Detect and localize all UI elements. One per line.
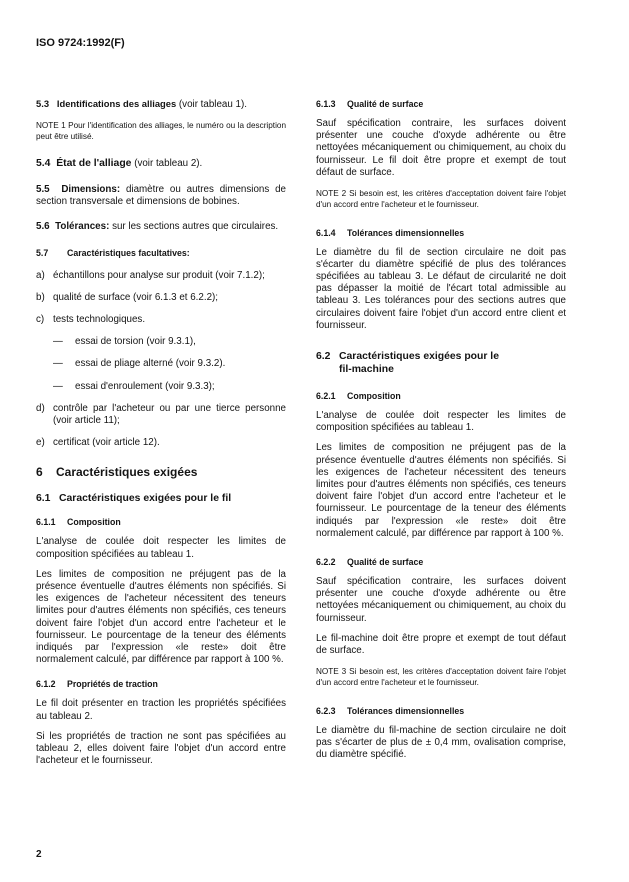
list-item-b: b) qualité de surface (voir 6.1.3 et 6.2.2); xyxy=(36,291,219,303)
paragraph-6-2-2-a: Sauf spécification contraire, les surfaces doivent présenter une couche d'oxyde adhérente ou être nettoyées mécaniquement ou chimiquement, au choix du fournisseur. xyxy=(316,576,566,624)
left-column xyxy=(36,98,286,767)
note-1: NOTE 1 Pour l'identification des alliages, le numéro ou la description peut être utilisé. xyxy=(36,121,286,141)
paragraph-6-1-3: Sauf spécification contraire, les surfaces doivent présenter une couche d'oxyde adhérente ou être nettoyées mécaniquement ou chimiquement, au choix du fournisseur. Le fil doit être propre et exempt de tout défaut de surface. xyxy=(316,118,566,178)
section-6-1-heading: 6.1 Caractéristiques exigées pour le fil xyxy=(36,493,232,505)
section-5-7-heading: 5.7 Caractéristiques facultatives: xyxy=(36,247,190,258)
list-subitem-torsion: — essai de torsion (voir 9.3.1), xyxy=(53,336,196,348)
section-5-3: 5.3 Identifications des alliages (voir tableau 1). xyxy=(36,98,247,110)
paragraph-6-2-3: Le diamètre du fil-machine de section circulaire ne doit pas s'écarter de plus de ± 0,4 mm, ovalisation comprise, du diamètre spécifié. xyxy=(316,724,566,761)
list-subitem-enroulement: — essai d'enroulement (voir 9.3.3); xyxy=(53,380,215,392)
list-subitem-pliage: — essai de pliage alterné (voir 9.3.2). xyxy=(53,358,226,370)
section-6-2-1-heading: 6.2.1 Composition xyxy=(316,391,401,402)
section-6-1-2-heading: 6.1.2 Propriétés de traction xyxy=(36,679,158,690)
list-item-c: c) tests technologiques. xyxy=(36,314,146,326)
paragraph-6-1-1-b: Les limites de composition ne préjugent pas de la présence éventuelle d'autres éléments non spécifiés. Si les exigences de l'acheteur nécessitent des teneurs limites pour d'autres éléments non spécifiés, ces teneurs doivent faire l'objet d'un accord entre l'acheteur et le fournisseur. Le pourcentage de la teneur des éléments indiqués par l'expression «le reste» doit être normalement calculé, par différence par rapport à 100 %. xyxy=(36,568,286,666)
paragraph-6-1-4: Le diamètre du fil de section circulaire ne doit pas s'écarter du diamètre spécifié de plus des tolérances spécifiées au tableau 3. Le défaut de circularité ne doit pas dépasser la moitié de l'écart total admissible au tableau 3. Les tolérances pour des sections autres que circulaires doivent faire l'objet d'un accord entre client et fournisseur. xyxy=(316,246,566,331)
list-item-a: a) échantillons pour analyse sur produit (voir 7.1.2); xyxy=(36,269,265,281)
paragraph-6-2-2-b: Le fil-machine doit être propre et exempt de tout défaut de surface. xyxy=(316,632,566,657)
list-item-e: e) certificat (voir article 12). xyxy=(36,437,160,449)
paragraph-6-2-1-a: L'analyse de coulée doit respecter les limites de composition spécifiées au tableau 1. xyxy=(316,410,566,434)
note-3: NOTE 3 Si besoin est, les critères d'acceptation doivent faire l'objet d'un accord entre l'acheteur et le fournisseur. xyxy=(316,667,566,688)
page-header: ISO 9724:1992(F) xyxy=(36,37,125,49)
note-2: NOTE 2 Si besoin est, les critères d'acceptation doivent faire l'objet d'un accord entre l'acheteur et le fournisseur. xyxy=(316,189,566,209)
section-5-6: 5.6 Tolérances: sur les sections autres que circulaires. xyxy=(36,221,279,233)
paragraph-6-1-2-a: Le fil doit présenter en traction les propriétés spécifiées au tableau 2. xyxy=(36,698,286,722)
section-6-1-4-heading: 6.1.4 Tolérances dimensionnelles xyxy=(316,227,465,238)
paragraph-6-2-1-b: Les limites de composition ne préjugent pas de la présence éventuelle d'autres éléments non spécifiés. Si les exigences de l'acheteur nécessitent des teneurs limites pour d'autres éléments non spécifiés, ces teneurs doivent faire l'objet d'un accord entre l'acheteur et le fournisseur. Le pourcentage de la teneur des éléments indiqués par l'expression «le reste» doit être normalement calculé, par différence par rapport à 100 %. xyxy=(316,442,566,539)
section-6-1-1-heading: 6.1.1 Composition xyxy=(36,517,121,528)
section-5-5: 5.5 Dimensions: diamètre ou autres dimensions de section transversale et dimensions de bobines. xyxy=(36,184,286,208)
right-column xyxy=(316,98,566,761)
section-6-heading: 6 Caractéristiques exigées xyxy=(36,465,198,480)
section-6-1-3-heading: 6.1.3 Qualité de surface xyxy=(316,99,424,109)
section-6-2-heading: 6.2 Caractéristiques exigées pour le fil-machine xyxy=(316,351,499,376)
section-5-4: 5.4 État de l'alliage (voir tableau 2). xyxy=(36,157,203,169)
list-item-d: d) contrôle par l'acheteur ou par une tierce personne (voir article 11); xyxy=(36,402,286,427)
paragraph-6-1-1-a: L'analyse de coulée doit respecter les limites de composition spécifiées au tableau 1. xyxy=(36,536,286,560)
page-number: 2 xyxy=(36,849,42,860)
section-6-2-3-heading: 6.2.3 Tolérances dimensionnelles xyxy=(316,705,465,716)
section-6-2-2-heading: 6.2.2 Qualité de surface xyxy=(316,557,424,568)
paragraph-6-1-2-b: Si les propriétés de traction ne sont pas spécifiées au tableau 2, elles doivent faire l'objet d'un accord entre l'acheteur et le fournisseur. xyxy=(36,730,286,767)
